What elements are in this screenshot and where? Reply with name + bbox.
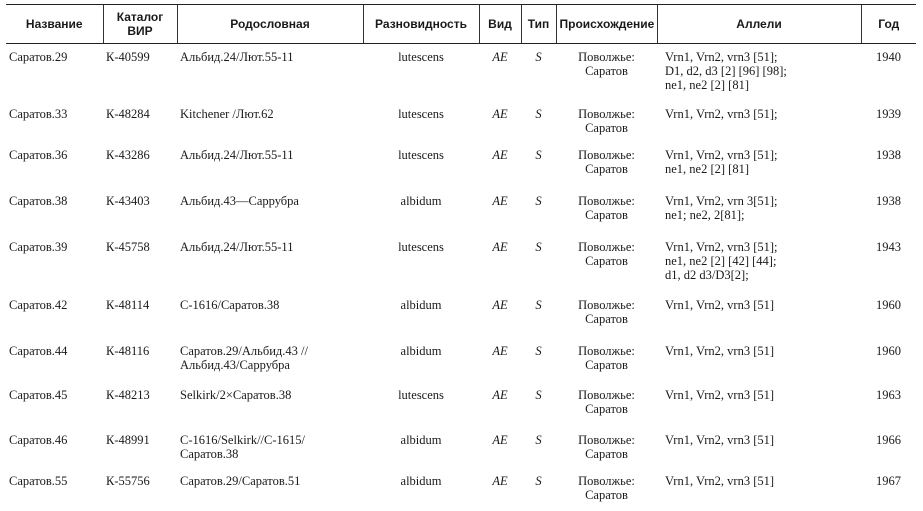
- wheat-varieties-table: [6, 4, 916, 503]
- header-alleles: Аллели: [657, 5, 861, 44]
- cell-species: AE: [492, 387, 508, 402]
- cell-name: Саратов.46: [9, 432, 68, 447]
- alleles-line: Vrn1, Vrn2, vrn3 [51];: [665, 147, 778, 162]
- cell-origin: [556, 340, 657, 384]
- origin-line: Поволжье:: [578, 297, 635, 312]
- cell-type: S: [535, 147, 542, 162]
- cell-variety: albidum: [400, 432, 442, 447]
- origin-line: Поволжье:: [578, 343, 635, 358]
- cell-year: 1939: [876, 106, 901, 121]
- cell-name: Саратов.29: [9, 50, 68, 64]
- cell-pedigree: Kitchener /Лют.62: [180, 106, 274, 121]
- cell-pedigree: Selkirk/2×Саратов.38: [180, 387, 292, 402]
- cell-origin: [556, 384, 657, 429]
- table-row: [6, 144, 916, 190]
- alleles-line: Vrn1, Vrn2, vrn3 [51]: [665, 387, 775, 402]
- cell-pedigree: Саратов.29/Альбид.43 //Альбид.43/Саррубра: [180, 343, 308, 372]
- cell-alleles: [657, 340, 861, 384]
- cell-catalog: К-45758: [106, 239, 150, 254]
- cell-species: AE: [492, 50, 508, 64]
- cell-origin: [556, 103, 657, 144]
- table-row: [6, 103, 916, 144]
- table-row: [6, 384, 916, 429]
- table-row: [6, 44, 916, 103]
- alleles-line: Vrn1, Vrn2, vrn3 [51];: [665, 50, 778, 64]
- cell-catalog: К-48991: [106, 432, 150, 447]
- cell-catalog: К-43403: [106, 193, 150, 208]
- cell-type: S: [535, 473, 542, 488]
- origin-line: Саратов: [585, 253, 628, 268]
- header-name: Название: [6, 5, 103, 44]
- cell-catalog: К-40599: [106, 50, 150, 64]
- cell-species: AE: [492, 193, 508, 208]
- cell-alleles: [657, 384, 861, 429]
- cell-pedigree: С-1616/Selkirk//С-1615/ Саратов.38: [180, 432, 305, 461]
- cell-variety: lutescens: [398, 147, 444, 162]
- cell-species: AE: [492, 147, 508, 162]
- table-row: [6, 340, 916, 384]
- cell-origin: [556, 44, 657, 103]
- alleles-line: ne1; ne2, 2[81];: [665, 207, 745, 222]
- cell-year: 1938: [876, 193, 901, 208]
- cell-year: 1960: [876, 297, 901, 312]
- cell-origin: [556, 144, 657, 190]
- origin-line: Поволжье:: [578, 50, 635, 64]
- cell-type: S: [535, 387, 542, 402]
- cell-catalog: К-48114: [106, 297, 150, 312]
- origin-line: Саратов: [585, 401, 628, 416]
- cell-catalog: К-48284: [106, 106, 150, 121]
- cell-variety: lutescens: [398, 239, 444, 254]
- origin-line: Саратов: [585, 207, 628, 222]
- cell-year: 1960: [876, 343, 901, 358]
- table-row: [6, 236, 916, 294]
- cell-pedigree: Альбид.43—Саррубра: [180, 193, 299, 208]
- header-origin: Происхождение: [556, 5, 657, 44]
- origin-line: Поволжье:: [578, 432, 635, 447]
- cell-variety: albidum: [400, 343, 442, 358]
- alleles-line: Vrn1, Vrn2, vrn3 [51];: [665, 239, 778, 254]
- table-row: [6, 429, 916, 470]
- cell-variety: albidum: [400, 297, 442, 312]
- alleles-line: ne1, ne2 [2] [81]: [665, 78, 749, 92]
- cell-origin: [556, 236, 657, 294]
- cell-year: 1967: [876, 473, 901, 488]
- origin-line: Саратов: [585, 446, 628, 461]
- cell-year: 1938: [876, 147, 901, 162]
- cell-pedigree: Альбид.24/Лют.55-11: [180, 239, 294, 254]
- header-type: Тип: [521, 5, 556, 44]
- table-body: [6, 44, 916, 503]
- table-row: [6, 470, 916, 503]
- alleles-line: Vrn1, Vrn2, vrn3 [51]: [665, 473, 775, 488]
- cell-variety: lutescens: [398, 106, 444, 121]
- origin-line: Саратов: [585, 311, 628, 326]
- cell-type: S: [535, 343, 542, 358]
- cell-year: 1940: [876, 50, 901, 64]
- cell-species: AE: [492, 473, 508, 488]
- cell-alleles: [657, 44, 861, 103]
- cell-catalog: К-48116: [106, 343, 150, 358]
- cell-name: Саратов.42: [9, 297, 68, 312]
- cell-alleles: [657, 470, 861, 503]
- cell-name: Саратов.33: [9, 106, 68, 121]
- origin-line: Поволжье:: [578, 106, 635, 121]
- alleles-line: Vrn1, Vrn2, vrn3 [51]: [665, 297, 775, 312]
- cell-alleles: [657, 236, 861, 294]
- cell-name: Саратов.44: [9, 343, 68, 358]
- header-catalog: Каталог ВИР: [103, 5, 177, 44]
- origin-line: Поволжье:: [578, 193, 635, 208]
- origin-line: Поволжье:: [578, 387, 635, 402]
- cell-catalog: К-48213: [106, 387, 150, 402]
- alleles-line: Vrn1, Vrn2, vrn3 [51];: [665, 106, 778, 121]
- cell-type: S: [535, 297, 542, 312]
- cell-origin: [556, 294, 657, 340]
- header-year: Год: [861, 5, 916, 44]
- alleles-line: Vrn1, Vrn2, vrn3 [51]: [665, 343, 775, 358]
- table-header: [6, 5, 916, 44]
- cell-variety: lutescens: [398, 50, 444, 64]
- cell-alleles: [657, 429, 861, 470]
- cell-name: Саратов.36: [9, 147, 68, 162]
- table-row: [6, 190, 916, 236]
- cell-year: 1943: [876, 239, 901, 254]
- cell-pedigree: С-1616/Саратов.38: [180, 297, 280, 312]
- cell-type: S: [535, 106, 542, 121]
- cell-catalog: К-55756: [106, 473, 150, 488]
- cell-name: Саратов.45: [9, 387, 68, 402]
- cell-type: S: [535, 50, 542, 64]
- cell-alleles: [657, 190, 861, 236]
- cell-origin: [556, 470, 657, 503]
- origin-line: Саратов: [585, 357, 628, 372]
- cell-catalog: К-43286: [106, 147, 150, 162]
- origin-line: Саратов: [585, 161, 628, 176]
- alleles-line: ne1, ne2 [2] [42] [44];: [665, 253, 777, 268]
- alleles-line: Vrn1, Vrn2, vrn 3[51];: [665, 193, 778, 208]
- origin-line: Поволжье:: [578, 147, 635, 162]
- header-species: Вид: [479, 5, 521, 44]
- alleles-line: d1, d2 d3/D3[2];: [665, 267, 749, 282]
- cell-pedigree: Саратов.29/Саратов.51: [180, 473, 301, 488]
- cell-origin: [556, 190, 657, 236]
- cell-alleles: [657, 103, 861, 144]
- cell-species: AE: [492, 106, 508, 121]
- cell-species: AE: [492, 432, 508, 447]
- cell-type: S: [535, 239, 542, 254]
- cell-alleles: [657, 144, 861, 190]
- cell-species: AE: [492, 343, 508, 358]
- alleles-line: D1, d2, d3 [2] [96] [98];: [665, 64, 787, 78]
- cell-origin: [556, 429, 657, 470]
- header-variety: Разновидность: [363, 5, 479, 44]
- table-row: [6, 294, 916, 340]
- cell-variety: albidum: [400, 193, 442, 208]
- cell-species: AE: [492, 297, 508, 312]
- alleles-line: Vrn1, Vrn2, vrn3 [51]: [665, 432, 775, 447]
- cell-variety: albidum: [400, 473, 442, 488]
- origin-line: Саратов: [585, 487, 628, 502]
- header-pedigree: Родословная: [177, 5, 363, 44]
- origin-line: Саратов: [585, 120, 628, 135]
- cell-type: S: [535, 432, 542, 447]
- cell-year: 1963: [876, 387, 901, 402]
- cell-year: 1966: [876, 432, 901, 447]
- cell-name: Саратов.55: [9, 473, 68, 488]
- cell-pedigree: Альбид.24/Лют.55-11: [180, 147, 294, 162]
- cell-species: AE: [492, 239, 508, 254]
- origin-line: Поволжье:: [578, 239, 635, 254]
- origin-line: Саратов: [585, 64, 628, 78]
- cell-variety: lutescens: [398, 387, 444, 402]
- cell-name: Саратов.38: [9, 193, 68, 208]
- cell-type: S: [535, 193, 542, 208]
- alleles-line: ne1, ne2 [2] [81]: [665, 161, 749, 176]
- cell-pedigree: Альбид.24/Лют.55-11: [180, 50, 294, 64]
- origin-line: Поволжье:: [578, 473, 635, 488]
- cell-alleles: [657, 294, 861, 340]
- cell-name: Саратов.39: [9, 239, 68, 254]
